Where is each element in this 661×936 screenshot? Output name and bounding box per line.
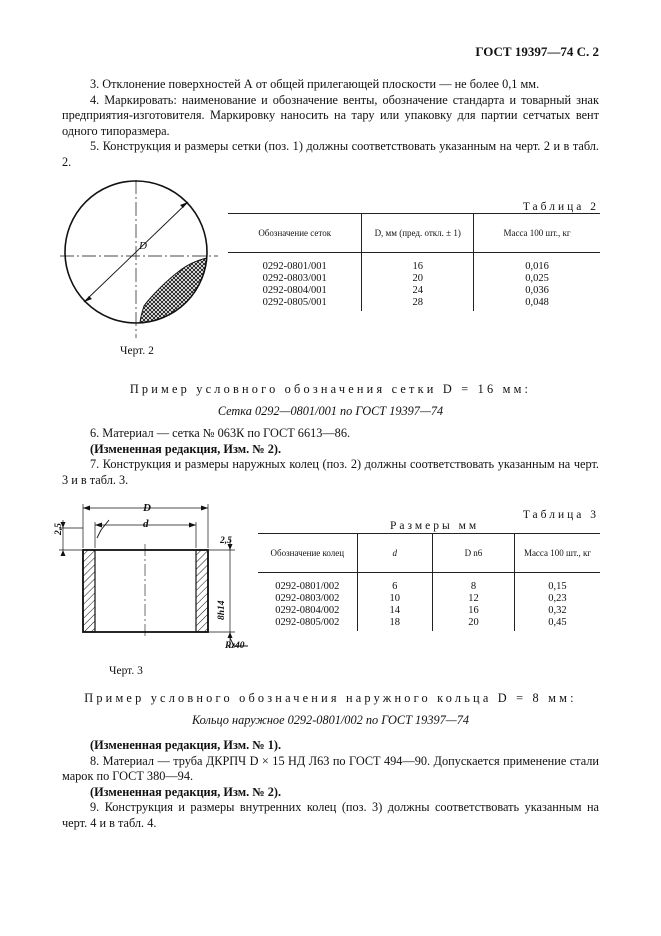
example-1-designation: Сетка 0292—0801/001 по ГОСТ 19397—74 (217, 404, 444, 418)
figure-2-label-D: D (139, 240, 147, 252)
table-3-subcaption: Размеры мм (390, 520, 480, 532)
paragraph-4: 4. Маркировать: наименование и обозначение венты, обозначение стандарта и товарный знак предприятия-изготовителя. Маркировку наносить на тару или упаковку для партии сетчатых вент одного типоразмера. (62, 92, 599, 138)
page-header: ГОСТ 19397—74 С. 2 (475, 44, 599, 59)
paragraph-3: 3. Отклонение поверхностей А от общей прилегающей плоскости — не более 0,1 мм. (90, 77, 540, 91)
table-row: 0292-0805/001 28 0,048 (228, 297, 600, 311)
table-row: 0292-0805/002 18 20 0,45 (258, 617, 600, 631)
paragraph-6: 6. Материал — сетка № 063К по ГОСТ 6613—86. (90, 426, 351, 440)
figure-3-label-2-5-left: 2,5 (54, 523, 64, 535)
paragraph-5: 5. Конструкция и размеры сетки (поз. 1) должны соответствовать указанным на черт. 2 и в табл. 2. (62, 139, 599, 169)
amendment-note: (Измененная редакция, Изм. № 2). (90, 784, 282, 799)
table-2 (228, 213, 600, 311)
table-row: 0292-0804/001 24 0,036 (228, 285, 600, 297)
example-2-designation: Кольцо наружное 0292-0801/002 по ГОСТ 19397—74 (191, 713, 470, 727)
table-row: 0292-0803/001 20 0,025 (228, 273, 600, 285)
table-3-header-mass: Масса 100 шт., кг (514, 534, 600, 573)
paragraphs-top (62, 77, 599, 170)
ring-wall-left (83, 550, 95, 632)
figure-3-label-rz40: Rz40 (225, 641, 245, 651)
table-2-caption: Таблица 2 (522, 201, 599, 213)
paragraph-7: 7. Конструкция и размеры наружных колец (поз. 2) должны соответствовать указанным на черт. 3 и в табл. 3. (62, 457, 599, 487)
figure-3-label-2-5-right: 2,5 (220, 536, 232, 546)
figure-2-caption: Черт. 2 (120, 345, 154, 357)
figure-3-caption: Черт. 3 (109, 665, 143, 677)
ring-outline (83, 550, 208, 632)
figure-3-label-8h14: 8h14 (217, 600, 227, 620)
paragraphs-mid (62, 426, 599, 488)
table-3-header-d: d (357, 534, 432, 573)
table-3-caption: Таблица 3 (522, 509, 599, 521)
example-1-label: Пример условного обозначения сетки D = 16 мм: (129, 382, 532, 396)
table-2-header-mass: Масса 100 шт., кг (474, 214, 601, 253)
table-3-header-D: D n6 (432, 534, 514, 573)
table-row: 0292-0804/002 14 16 0,32 (258, 605, 600, 617)
table-2-header-diameter: D, мм (пред. откл. ± 1) (362, 214, 474, 253)
figure-3-label-d: d (143, 518, 149, 530)
figure-2-mesh-drawing (60, 180, 220, 340)
table-3-header-designation: Обозначение колец (258, 534, 357, 573)
paragraphs-bottom (62, 738, 599, 831)
paragraph-8: 8. Материал — труба ДКРПЧ D × 15 НД Л63 по ГОСТ 494—90. Допускается применение стали марок по ГОСТ 380—94. (62, 753, 599, 783)
table-3 (258, 533, 600, 631)
amendment-note: (Измененная редакция, Изм. № 1). (90, 738, 282, 752)
example-2-label: Пример условного обозначения наружного кольца D = 8 мм: (84, 691, 577, 705)
table-row: 0292-0801/001 16 0,016 (228, 253, 600, 274)
figure-3-label-D: D (143, 502, 151, 514)
paragraph-9: 9. Конструкция и размеры внутренних колец (поз. 3) должны соответствовать указанным на черт. 4 и в табл. 4. (62, 800, 599, 830)
ring-wall-right (196, 550, 208, 632)
table-2-header-designation: Обозначение сеток (228, 214, 362, 253)
mesh-hatch-area (140, 258, 207, 324)
table-row: 0292-0801/002 6 8 0,15 (258, 573, 600, 594)
table-row: 0292-0803/002 10 12 0,23 (258, 593, 600, 605)
figure-3-ring-drawing (55, 498, 255, 658)
amendment-note: (Измененная редакция, Изм. № 2). (90, 441, 282, 456)
